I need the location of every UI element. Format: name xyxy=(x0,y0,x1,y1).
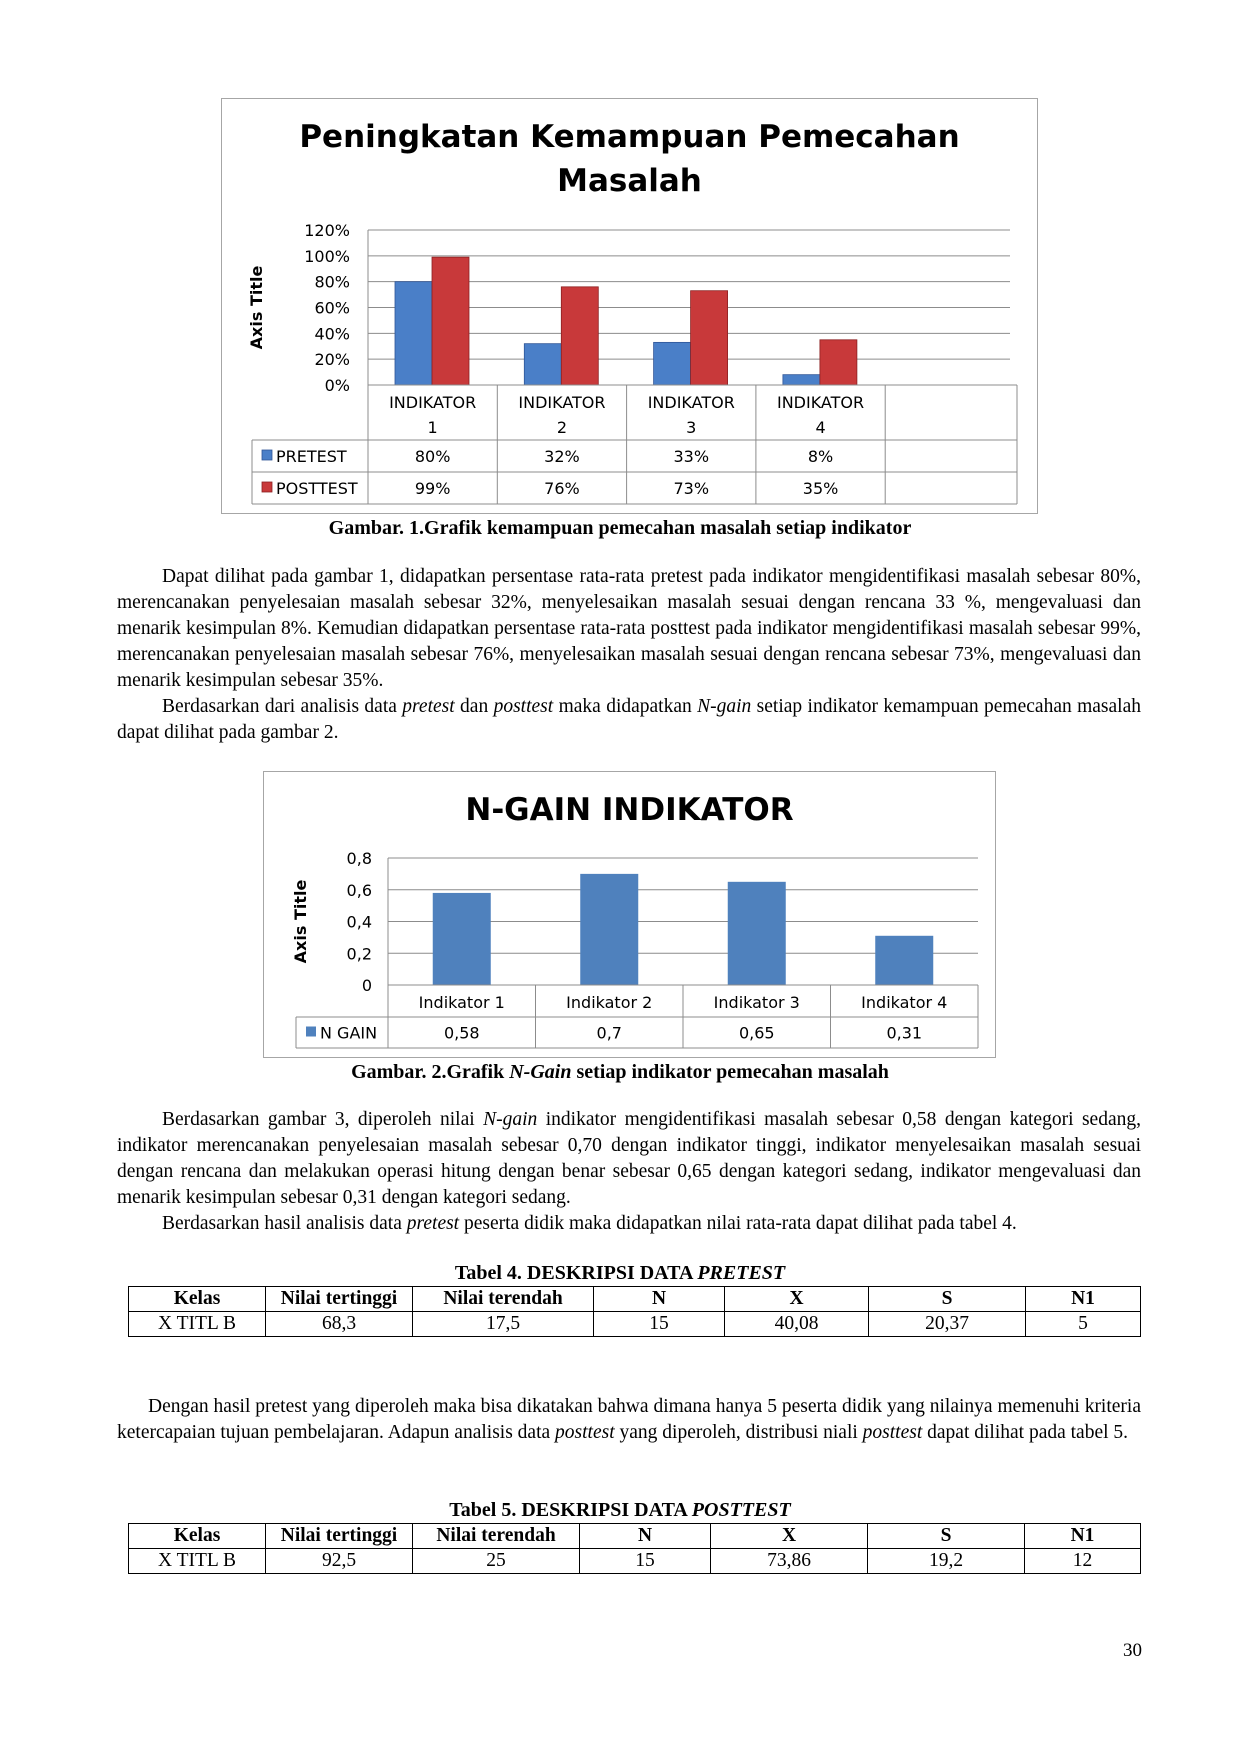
table4-cell: 40,08 xyxy=(725,1312,869,1337)
category-label: Indikator 1 xyxy=(418,993,505,1012)
table5-cell: X TITL B xyxy=(129,1549,266,1574)
table4-cell: 5 xyxy=(1026,1312,1141,1337)
category-label: INDIKATOR xyxy=(647,393,735,412)
table4-header: Nilai terendah xyxy=(413,1287,594,1312)
table5 xyxy=(128,1523,1141,1574)
bar-pretest xyxy=(654,342,691,385)
table5-cell: 19,2 xyxy=(868,1549,1025,1574)
figure1-chart xyxy=(221,98,1038,514)
figure2-title: N-GAIN INDIKATOR xyxy=(465,792,794,828)
figure2-chart xyxy=(263,771,996,1058)
y-tick-label: 60% xyxy=(314,298,350,318)
data-label: 0,31 xyxy=(886,1023,923,1043)
bar-posttest xyxy=(691,291,728,385)
table4-header: Nilai tertinggi xyxy=(266,1287,413,1312)
body-text-3 xyxy=(117,1394,1141,1446)
y-tick-label: 0,8 xyxy=(346,849,372,868)
category-label: INDIKATOR xyxy=(518,393,606,412)
data-label: 0,58 xyxy=(443,1023,480,1043)
y-tick-label: 0,4 xyxy=(346,912,372,932)
figure2-caption: Gambar. 2.Grafik N-Gain setiap indikator pemecahan masalah xyxy=(351,1061,889,1083)
figure1-title-line1: Peningkatan Kemampuan Pemecahan xyxy=(299,119,960,155)
y-tick-label: 0 xyxy=(361,976,372,995)
table4-cell: 17,5 xyxy=(413,1312,594,1337)
body-text-1 xyxy=(117,564,1141,746)
table5-header: Kelas xyxy=(129,1524,266,1549)
y-tick-label: 80% xyxy=(314,272,350,292)
y-axis-title: Axis Title xyxy=(291,879,310,964)
table4-cell: X TITL B xyxy=(129,1312,266,1337)
legend-swatch-posttest xyxy=(262,482,272,492)
paragraph-5: Dengan hasil pretest yang diperoleh maka bisa dikatakan bahwa dimana hanya 5 peserta didik yang nilainya memenuhi kriteria ketercapaian tujuan pembelajaran. Adapun analisis data posttest yang diperoleh, distribusi niali posttest dapat dilihat pada tabel 5. xyxy=(117,1396,1141,1443)
table5-cell: 12 xyxy=(1025,1549,1141,1574)
table4-header: S xyxy=(869,1287,1026,1312)
figure1-title-line2: Masalah xyxy=(557,163,702,199)
table-row xyxy=(129,1549,1141,1574)
data-label: 99% xyxy=(414,479,451,498)
body-text-2 xyxy=(117,1107,1141,1237)
legend-label: PRETEST xyxy=(276,447,347,466)
y-tick-label: 0,6 xyxy=(346,880,372,900)
y-axis-title: Axis Title xyxy=(247,265,266,350)
data-label: 8% xyxy=(807,447,834,466)
table4-caption: Tabel 4. DESKRIPSI DATA PRETEST xyxy=(454,1262,786,1284)
table4-cell: 20,37 xyxy=(869,1312,1026,1337)
legend-label: N GAIN xyxy=(320,1023,378,1043)
data-label: 32% xyxy=(544,447,580,466)
table4-header: N xyxy=(594,1287,725,1312)
page-number: 30 xyxy=(1123,1640,1142,1661)
figure2-plot xyxy=(264,772,995,1057)
data-label: 0,65 xyxy=(738,1023,775,1043)
y-tick-label: 20% xyxy=(314,350,350,370)
table5-header: Nilai terendah xyxy=(413,1524,580,1549)
y-tick-label: 100% xyxy=(304,246,350,266)
legend-swatch-ngain xyxy=(306,1027,316,1037)
table5-cell: 25 xyxy=(413,1549,580,1574)
paragraph-1: Dapat dilihat pada gambar 1, didapatkan persentase rata-rata pretest pada indikator mengidentifikasi masalah sebesar 80%, merencanakan penyelesaian masalah sebesar 32%, menyelesaikan masalah sesuai dengan rencana 33 %, mengevaluasi dan menarik kesimpulan 8%. Kemudian didapatkan persentase rata-rata posttest pada indikator mengidentifikasi masalah sebesar 99%, merencanakan penyelesaian masalah sebesar 76%, menyelesaikan masalah sesuai dengan rencana sebesar 73%, mengevaluasi dan menarik kesimpulan sebesar 35%. xyxy=(117,566,1141,691)
y-tick-label: 40% xyxy=(314,324,350,344)
category-label: INDIKATOR xyxy=(389,393,477,412)
table5-cell: 15 xyxy=(580,1549,711,1574)
category-label: Indikator 2 xyxy=(566,993,653,1012)
category-label: 3 xyxy=(686,418,697,437)
bar-ngain xyxy=(433,893,491,985)
category-label: Indikator 4 xyxy=(861,993,948,1012)
data-label: 35% xyxy=(802,479,839,498)
table5-caption: Tabel 5. DESKRIPSI DATA POSTTEST xyxy=(449,1499,791,1521)
table5-header: N xyxy=(580,1524,711,1549)
bar-ngain xyxy=(875,936,933,985)
bar-pretest xyxy=(783,375,820,385)
figure1-caption: Gambar. 1.Grafik kemampuan pemecahan masalah setiap indikator xyxy=(328,517,912,539)
category-label: 2 xyxy=(556,418,568,437)
table4-cell: 68,3 xyxy=(266,1312,413,1337)
y-tick-label: 0% xyxy=(324,376,350,395)
table4-header: Kelas xyxy=(129,1287,266,1312)
y-tick-label: 0,2 xyxy=(346,944,372,964)
data-label: 0,7 xyxy=(596,1023,622,1043)
data-label: 33% xyxy=(673,447,710,466)
table-row xyxy=(129,1312,1141,1337)
table4-header-row xyxy=(129,1287,1141,1312)
data-label: 73% xyxy=(673,479,710,498)
table5-header: S xyxy=(868,1524,1025,1549)
category-label: Indikator 3 xyxy=(713,993,800,1012)
table5-cell: 73,86 xyxy=(711,1549,868,1574)
table4-header: X xyxy=(725,1287,869,1312)
paragraph-2: Berdasarkan dari analisis data pretest dan posttest maka didapatkan N-gain setiap indikator kemampuan pemecahan masalah dapat dilihat pada gambar 2. xyxy=(117,696,1141,743)
bar-posttest xyxy=(432,257,469,385)
table5-header-row xyxy=(129,1524,1141,1549)
table4 xyxy=(128,1286,1141,1337)
figure1-plot xyxy=(222,99,1037,513)
bar-ngain xyxy=(728,882,786,985)
legend-label: POSTTEST xyxy=(276,479,358,498)
data-label: 80% xyxy=(414,447,451,466)
table5-header: Nilai tertinggi xyxy=(266,1524,413,1549)
bar-pretest xyxy=(524,344,561,385)
table5-cell: 92,5 xyxy=(266,1549,413,1574)
data-label: 76% xyxy=(544,479,580,498)
bar-posttest xyxy=(561,287,598,385)
table5-header: X xyxy=(711,1524,868,1549)
bar-posttest xyxy=(820,340,857,385)
bar-pretest xyxy=(395,282,432,385)
legend-swatch-pretest xyxy=(262,450,272,460)
y-tick-label: 120% xyxy=(304,221,350,240)
category-label: INDIKATOR xyxy=(776,393,865,412)
category-label: 4 xyxy=(815,418,826,437)
table4-cell: 15 xyxy=(594,1312,725,1337)
table5-header: N1 xyxy=(1025,1524,1141,1549)
bar-ngain xyxy=(580,874,638,985)
paragraph-4: Berdasarkan hasil analisis data pretest peserta didik maka didapatkan nilai rata-rata dapat dilihat pada tabel 4. xyxy=(162,1213,1017,1234)
category-label: 1 xyxy=(427,418,438,437)
paragraph-3: Berdasarkan gambar 3, diperoleh nilai N-gain indikator mengidentifikasi masalah sebesar 0,58 dengan kategori sedang, indikator merencanakan penyelesaian masalah sebesar 0,70 dengan indikator tinggi, indikator menyelesaikan masalah sesuai dengan rencana dan melakukan operasi hitung dengan benar sebesar 0,65 dengan kategori sedang, indikator mengevaluasi dan menarik kesimpulan sebesar 0,31 dengan kategori sedang. xyxy=(117,1109,1141,1208)
table4-header: N1 xyxy=(1026,1287,1141,1312)
